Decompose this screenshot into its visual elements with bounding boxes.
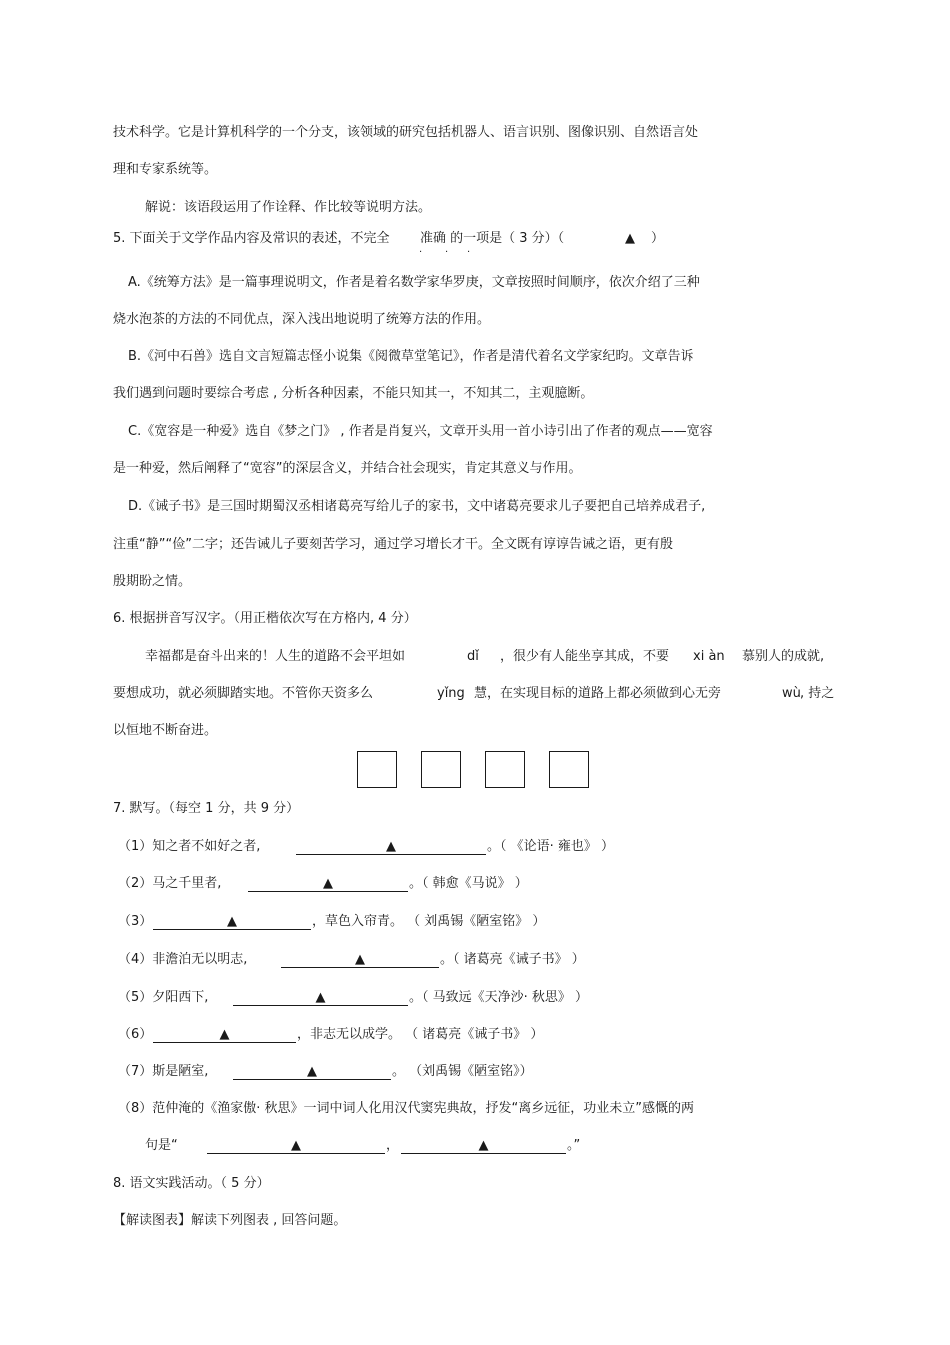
q7-item-5-source: 。（ 马致远《天净沙· 秋思》 ） (409, 990, 589, 1005)
answer-box[interactable] (421, 751, 461, 788)
intro-line-1: 技术科学。它是计算机科学的一个分支，该领域的研究包括机器人、语言识别、图像识别、自然语言处 (113, 125, 699, 140)
q7-item-6-source: ，非志无以成学。 （ 诸葛亮《诫子书》 ） (297, 1027, 544, 1042)
intro-line-2: 理和专家系统等。 (113, 162, 218, 177)
q7-item-7-blank[interactable]: ▲ (233, 1064, 391, 1080)
q7-item-4-blank[interactable]: ▲ (281, 952, 439, 968)
q6-text: 以恒地不断奋进。 (113, 723, 218, 738)
q7-item-6-blank[interactable]: ▲ (153, 1027, 296, 1043)
q6-pinyin-3: yǐng (437, 686, 465, 701)
q6-text: ，很少有人能坐享其成，不要 (500, 649, 670, 664)
q6-pinyin-2: xi àn (693, 649, 725, 664)
q8-subheading: 【解读图表】解读下列图表 , 回答问题。 (113, 1213, 347, 1228)
q6-pinyin-4: wù (782, 686, 801, 701)
q7-item-4-source: 。（ 诸葛亮《诫子书》 ） (440, 952, 585, 967)
q7-item-3-prompt: （3） (118, 914, 153, 929)
q5-stem-part-a: 5. 下面关于文学作品内容及常识的表述，不完全 (113, 231, 390, 246)
q7-item-1-prompt: （1）知之者不如好之者, (118, 839, 261, 854)
q7-item-3-source: ，草色入帘青。 （ 刘禹锡《陋室铭》 ） (312, 914, 546, 929)
q7-item-8-prompt: （8）范仲淹的《渔家傲· 秋思》一词中词人化用汉代窦宪典故，抒发“离乡远征，功业未立”感慨的两 (118, 1101, 695, 1116)
q5-option-d-line-3: 殷期盼之情。 (113, 574, 192, 589)
q5-option-c-line-1: C.《宽容是一种爱》选自《梦之门》 , 作者是肖复兴，文章开头用一首小诗引出了作者的观点——宽容 (128, 424, 713, 439)
q7-item-7-source: 。 （刘禹锡《陋室铭》） (392, 1064, 533, 1079)
q7-item-4-prompt: （4）非澹泊无以明志, (118, 952, 248, 967)
q6-text: 慧，在实现目标的道路上都必须做到心无旁 (474, 686, 722, 701)
q7-item-3-blank[interactable]: ▲ (153, 914, 311, 930)
q5-option-c-line-2: 是一种爱，然后阐释了“宽容”的深层含义，并结合社会现实，肯定其意义与作用。 (113, 461, 582, 476)
q6-text: 幸福都是奋斗出来的！人生的道路不会平坦如 (145, 649, 406, 664)
q5-option-b-line-1: B.《河中石兽》选自文言短篇志怪小说集《阅微草堂笔记》，作者是清代着名文学家纪昀。文章告诉 (128, 349, 694, 364)
q7-item-8-end: 。” (567, 1138, 581, 1153)
q7-item-7-prompt: （7）斯是陋室, (118, 1064, 209, 1079)
q8-stem: 8. 语文实践活动。（ 5 分） (113, 1176, 270, 1191)
q7-item-5-blank[interactable]: ▲ (233, 990, 408, 1006)
q6-pinyin-1: dǐ (467, 649, 479, 664)
q7-item-8-blank-2[interactable]: ▲ (401, 1138, 566, 1154)
emphasis-dot: · (445, 247, 449, 258)
q7-item-8-separator: ， (386, 1138, 400, 1153)
answer-box[interactable] (485, 751, 525, 788)
q5-option-a-line-2: 烧水泡茶的方法的不同优点，深入浅出地说明了统筹方法的作用。 (113, 312, 491, 327)
q6-text: 要想成功，就必须脚踏实地。不管你天资多么 (113, 686, 374, 701)
intro-analysis: 解说：该语段运用了作诠释、作比较等说明方法。 (145, 200, 432, 215)
q7-item-2-blank[interactable]: ▲ (248, 876, 408, 892)
q7-stem: 7. 默写。（每空 1 分，共 9 分） (113, 801, 300, 816)
q7-item-2-prompt: （2）马之千里者, (118, 876, 222, 891)
q7-item-1-blank[interactable]: ▲ (296, 839, 486, 855)
q5-stem-part-c: ） (651, 231, 665, 246)
q7-item-8-blank-1[interactable]: ▲ (207, 1138, 385, 1154)
answer-box[interactable] (549, 751, 589, 788)
q7-item-1-source: 。（ 《论语· 雍也》 ） (487, 839, 615, 854)
q7-item-6-prompt: （6） (118, 1027, 153, 1042)
q6-stem: 6. 根据拼音写汉字。（用正楷依次写在方格内, 4 分） (113, 611, 417, 626)
q7-item-5-prompt: （5）夕阳西下, (118, 990, 209, 1005)
answer-box[interactable] (357, 751, 397, 788)
q5-option-d-line-1: D.《诫子书》是三国时期蜀汉丞相诸葛亮写给儿子的家书，文中诸葛亮要求儿子要把自己培养成君子, (128, 499, 706, 514)
q5-option-a-line-1: A.《统筹方法》是一篇事理说明文，作者是着名数学家华罗庚，文章按照时间顺序，依次介绍了三种 (128, 275, 700, 290)
q5-stem-part-b: 准确 的一项是（ 3 分）（ (420, 231, 565, 246)
q5-answer-mark[interactable]: ▲ (625, 231, 635, 246)
q7-item-8-lead: 句是“ (145, 1138, 178, 1153)
emphasis-dot: · (419, 247, 423, 258)
q6-text: , 持之 (800, 686, 835, 701)
q5-option-b-line-2: 我们遇到问题时要综合考虑 , 分析各种因素，不能只知其一，不知其二，主观臆断。 (113, 386, 594, 401)
q6-text: 慕别人的成就, (742, 649, 825, 664)
q7-item-2-source: 。（ 韩愈《马说》 ） (409, 876, 528, 891)
emphasis-dot: · (467, 247, 471, 258)
q5-option-d-line-2: 注重“静”“俭”二字；还告诫儿子要刻苦学习，通过学习增长才干。全文既有谆谆告诫之语，更有殷 (113, 537, 673, 552)
